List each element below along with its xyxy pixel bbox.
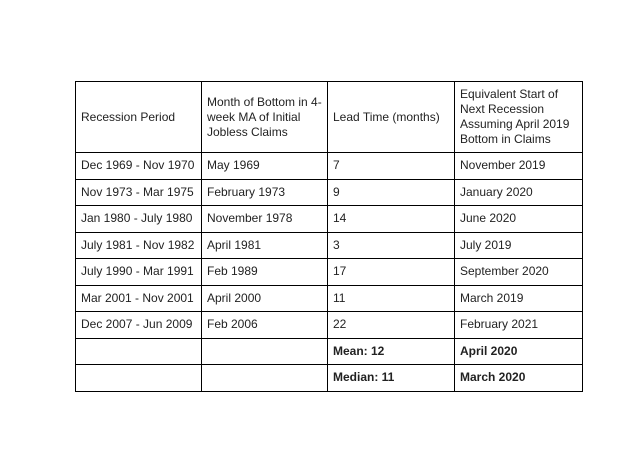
cell-month-of-bottom: February 1973 <box>202 179 328 206</box>
cell-lead-time: 11 <box>328 285 455 312</box>
empty-cell <box>76 365 202 392</box>
mean-lead-time: Mean: 12 <box>328 338 455 365</box>
cell-month-of-bottom: November 1978 <box>202 206 328 233</box>
header-equivalent-start: Equivalent Start of Next Recession Assuming April 2019 Bottom in Claims <box>455 82 583 153</box>
median-row <box>76 365 583 392</box>
mean-equivalent-start: April 2020 <box>455 338 583 365</box>
empty-cell <box>202 338 328 365</box>
cell-equivalent-start: February 2021 <box>455 312 583 339</box>
cell-recession-period: Dec 2007 - Jun 2009 <box>76 312 202 339</box>
cell-lead-time: 22 <box>328 312 455 339</box>
median-lead-time: Median: 11 <box>328 365 455 392</box>
empty-cell <box>202 365 328 392</box>
cell-equivalent-start: March 2019 <box>455 285 583 312</box>
cell-lead-time: 7 <box>328 153 455 180</box>
table-row <box>76 285 583 312</box>
cell-lead-time: 9 <box>328 179 455 206</box>
header-recession-period: Recession Period <box>76 82 202 153</box>
cell-equivalent-start: September 2020 <box>455 259 583 286</box>
table-row <box>76 153 583 180</box>
table-row <box>76 179 583 206</box>
table-header-row <box>76 82 583 153</box>
cell-lead-time: 17 <box>328 259 455 286</box>
median-equivalent-start: March 2020 <box>455 365 583 392</box>
cell-recession-period: Mar 2001 - Nov 2001 <box>76 285 202 312</box>
cell-month-of-bottom: April 2000 <box>202 285 328 312</box>
cell-lead-time: 3 <box>328 232 455 259</box>
table-row <box>76 232 583 259</box>
cell-month-of-bottom: Feb 2006 <box>202 312 328 339</box>
header-lead-time: Lead Time (months) <box>328 82 455 153</box>
cell-equivalent-start: November 2019 <box>455 153 583 180</box>
mean-row <box>76 338 583 365</box>
cell-equivalent-start: July 2019 <box>455 232 583 259</box>
cell-month-of-bottom: April 1981 <box>202 232 328 259</box>
table-row <box>76 206 583 233</box>
cell-recession-period: Jan 1980 - July 1980 <box>76 206 202 233</box>
cell-recession-period: Nov 1973 - Mar 1975 <box>76 179 202 206</box>
table-row <box>76 312 583 339</box>
cell-month-of-bottom: May 1969 <box>202 153 328 180</box>
header-month-of-bottom: Month of Bottom in 4-week MA of Initial Jobless Claims <box>202 82 328 153</box>
cell-equivalent-start: January 2020 <box>455 179 583 206</box>
cell-month-of-bottom: Feb 1989 <box>202 259 328 286</box>
recession-table <box>75 81 583 392</box>
cell-equivalent-start: June 2020 <box>455 206 583 233</box>
cell-recession-period: July 1981 - Nov 1982 <box>76 232 202 259</box>
table-row <box>76 259 583 286</box>
cell-recession-period: Dec 1969 - Nov 1970 <box>76 153 202 180</box>
cell-recession-period: July 1990 - Mar 1991 <box>76 259 202 286</box>
empty-cell <box>76 338 202 365</box>
cell-lead-time: 14 <box>328 206 455 233</box>
